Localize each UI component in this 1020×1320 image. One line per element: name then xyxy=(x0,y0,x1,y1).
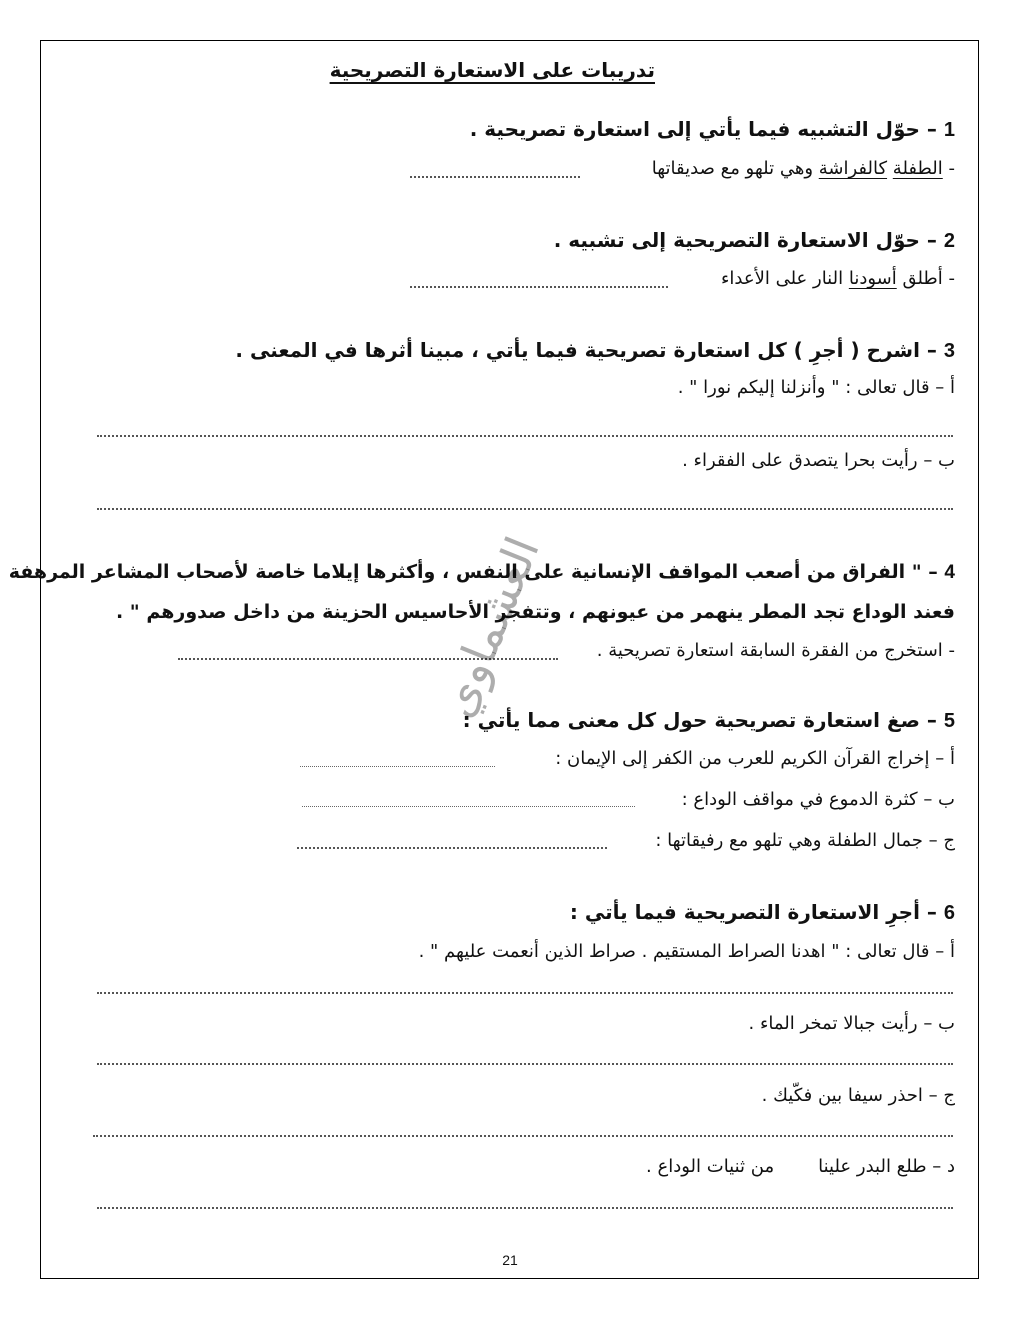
question-6-number: 6 xyxy=(943,902,955,924)
question-3-item-b: ب – رأيت بحرا يتصدق على الفقراء . xyxy=(682,450,955,471)
question-5-number: 5 xyxy=(943,710,955,732)
question-4-number: 4 xyxy=(944,562,955,583)
question-1-heading: 1 – حوّل التشبيه فيما يأتي إلى استعارة تصريحية . xyxy=(469,117,955,141)
question-1-number: 1 xyxy=(943,119,955,141)
answer-line[interactable] xyxy=(97,992,953,994)
answer-line[interactable] xyxy=(302,806,635,807)
page-number: 21 xyxy=(502,1252,518,1268)
question-6-heading: 6 – أجرِ الاستعارة التصريحية فيما يأتي : xyxy=(569,900,955,924)
question-3-heading: 3 – اشرح ( أجرِ ) كل استعارة تصريحية فيما يأتي ، مبينا أثرها في المعنى . xyxy=(235,338,955,362)
question-2-item: - أطلق أسودنا النار على الأعداء xyxy=(720,268,955,289)
question-5-item-c: ج – جمال الطفلة وهي تلهو مع رفيقاتها : xyxy=(655,830,955,851)
question-1-item: - الطفلة كالفراشة وهي تلهو مع صديقاتها xyxy=(651,158,955,179)
question-6-item-d: د – طلع البدر علينامن ثنيات الوداع . xyxy=(646,1156,955,1177)
question-6-item-a: أ – قال تعالى : " اهدنا الصراط المستقيم . صراط الذين أنعمت عليهم " . xyxy=(418,941,955,962)
question-2-number: 2 xyxy=(943,230,955,252)
question-3-item-a: أ – قال تعالى : " وأنزلنا إليكم نورا " . xyxy=(677,377,955,398)
question-5-item-b: ب – كثرة الدموع في مواقف الوداع : xyxy=(681,789,955,810)
question-4-paragraph-line2: فعند الوداع تجد المطر ينهمر من عيونهم ، وتتفجر الأحاسيس الحزينة من داخل صدورهم " . xyxy=(115,601,955,623)
answer-line[interactable] xyxy=(300,766,495,767)
watermark: العشماوي xyxy=(429,529,550,725)
answer-line[interactable] xyxy=(297,847,607,849)
answer-line[interactable] xyxy=(93,1135,953,1137)
answer-line[interactable] xyxy=(97,435,953,437)
answer-line[interactable] xyxy=(410,176,580,178)
question-4-paragraph-line1: 4 – " الفراق من أصعب المواقف الإنسانية على النفس ، وأكثرها إيلاما خاصة لأصحاب المشاعر المرهفة xyxy=(8,561,955,583)
question-5-item-a: أ – إخراج القرآن الكريم للعرب من الكفر إلى الإيمان : xyxy=(555,748,955,769)
answer-line[interactable] xyxy=(97,1207,953,1209)
answer-line[interactable] xyxy=(97,508,953,510)
answer-line[interactable] xyxy=(97,1063,953,1065)
question-6-item-b: ب – رأيت جبالا تمخر الماء . xyxy=(748,1013,955,1034)
page-title: تدريبات على الاستعارة التصريحية xyxy=(329,58,655,82)
question-3-number: 3 xyxy=(943,340,955,362)
answer-line[interactable] xyxy=(410,286,668,288)
question-2-heading: 2 – حوّل الاستعارة التصريحية إلى تشبيه . xyxy=(553,228,955,252)
question-6-item-c: ج – احذر سيفا بين فكّيك . xyxy=(761,1085,955,1106)
question-4-task: - استخرج من الفقرة السابقة استعارة تصريحية . xyxy=(596,640,955,661)
question-5-heading: 5 – صغ استعارة تصريحية حول كل معنى مما يأتي : xyxy=(462,708,955,732)
